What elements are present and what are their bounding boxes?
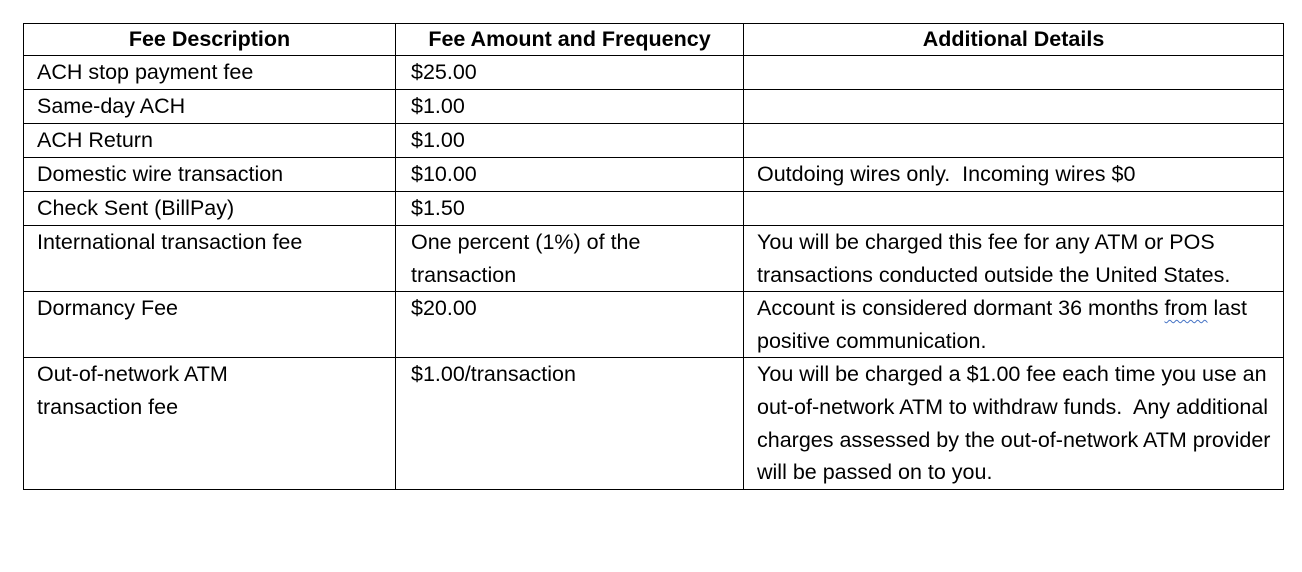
fee-amount-cell: $1.00: [396, 124, 744, 158]
table-row: [24, 192, 1284, 226]
fee-schedule-table: [23, 23, 1284, 490]
fee-description-cell: Check Sent (BillPay): [24, 192, 396, 226]
table-row: [24, 90, 1284, 124]
fee-description-cell: Domestic wire transaction: [24, 158, 396, 192]
additional-details-cell: [744, 192, 1284, 226]
additional-details-cell: You will be charged a $1.00 fee each time you use an out-of-network ATM to withdraw funds. Any additional charges assessed by the out-of-network ATM provider will be passed on to you.: [744, 358, 1284, 489]
fee-amount-cell: $1.50: [396, 192, 744, 226]
header-fee-description: Fee Description: [24, 24, 396, 56]
additional-details-cell: [744, 124, 1284, 158]
additional-details-cell: Outdoing wires only. Incoming wires $0: [744, 158, 1284, 192]
header-fee-amount-frequency: Fee Amount and Frequency: [396, 24, 744, 56]
details-text-before: Account is considered dormant 36 months: [757, 296, 1165, 321]
fee-description-cell: Dormancy Fee: [24, 292, 396, 358]
additional-details-cell: [744, 56, 1284, 90]
header-additional-details: Additional Details: [744, 24, 1284, 56]
table-row: [24, 158, 1284, 192]
fee-description-cell: International transaction fee: [24, 226, 396, 292]
table-row: [24, 56, 1284, 90]
details-text-after: last positive communication.: [757, 296, 1247, 353]
spellcheck-flagged-word: from: [1164, 296, 1208, 321]
fee-amount-cell: $1.00/transaction: [396, 358, 744, 489]
header-row: [24, 24, 1284, 56]
fee-amount-cell: $10.00: [396, 158, 744, 192]
table-row: [24, 292, 1284, 358]
fee-amount-cell: $1.00: [396, 90, 744, 124]
fee-description-cell: ACH Return: [24, 124, 396, 158]
fee-description-cell: ACH stop payment fee: [24, 56, 396, 90]
table-row: [24, 124, 1284, 158]
fee-description-cell: Out-of-network ATM transaction fee: [24, 358, 396, 489]
fee-description-cell: Same-day ACH: [24, 90, 396, 124]
table-row: [24, 358, 1284, 489]
additional-details-cell: You will be charged this fee for any ATM or POS transactions conducted outside the United States.: [744, 226, 1284, 292]
fee-amount-cell: One percent (1%) of the transaction: [396, 226, 744, 292]
fee-amount-cell: $20.00: [396, 292, 744, 358]
fee-amount-cell: $25.00: [396, 56, 744, 90]
additional-details-cell: [744, 292, 1284, 358]
additional-details-cell: [744, 90, 1284, 124]
table-row: [24, 226, 1284, 292]
